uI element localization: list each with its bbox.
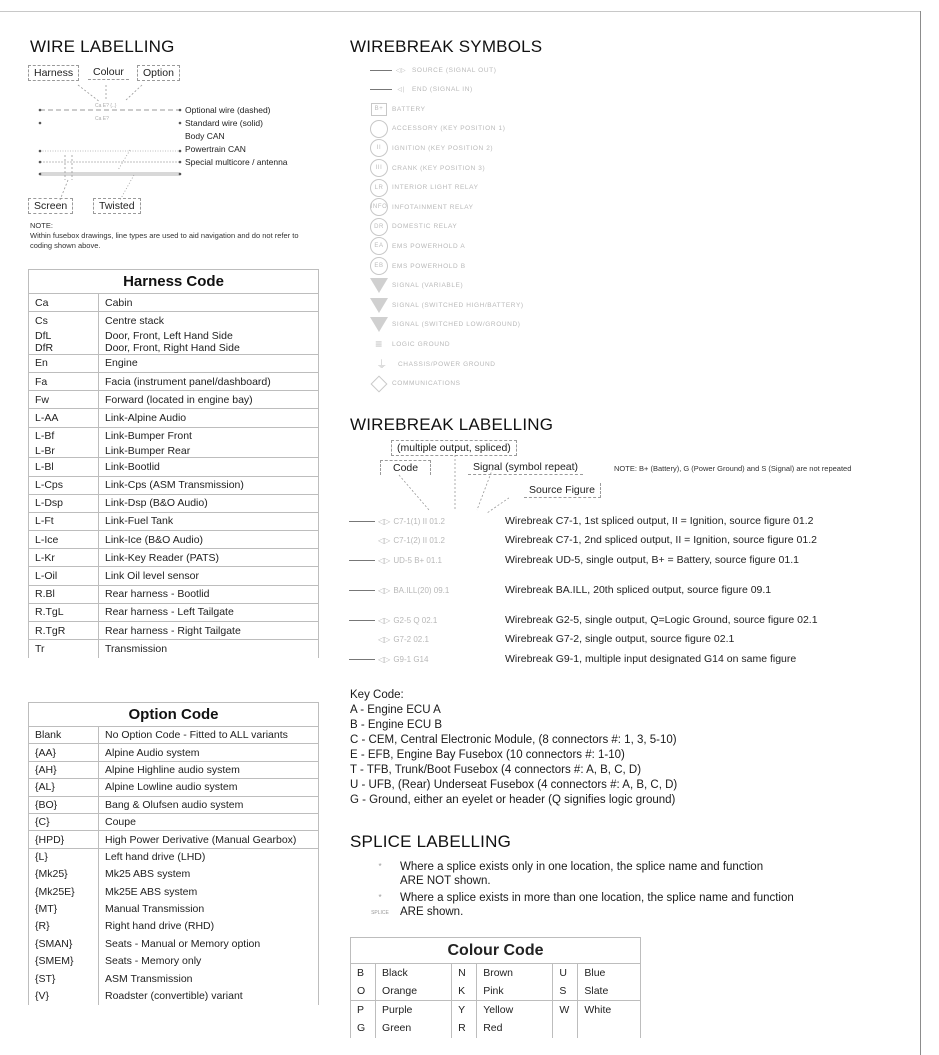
table-row <box>351 1019 641 1038</box>
wirebreak-code-graphic: ◁▷ BA.ILL(20) 09.1 <box>349 586 505 595</box>
option-desc-cell: No Option Code - Fitted to ALL variants <box>99 727 319 744</box>
symbol-label: ACCESSORY (KEY POSITION 1) <box>392 125 506 133</box>
symbol-label: BATTERY <box>392 105 426 113</box>
option-desc-cell: Alpine Highline audio system <box>99 761 319 778</box>
wirebreak-code-text: BA.ILL(20) 09.1 <box>393 585 450 595</box>
signal-variable-icon <box>370 277 388 295</box>
option-code-cell: {ST} <box>29 970 99 987</box>
legend-body-can: Body CAN <box>185 131 225 141</box>
table-row <box>29 900 319 917</box>
wirebreak-example-row <box>349 513 813 529</box>
table-row <box>29 409 319 427</box>
colour-name-cell: Brown <box>477 964 553 983</box>
colour-letter-cell: Y <box>452 1001 477 1020</box>
table-row <box>29 970 319 987</box>
harness-desc-cell: Link-Bootlid <box>99 458 319 476</box>
harness-desc-cell: Link-Dsp (B&O Audio) <box>99 494 319 512</box>
symbol-item <box>370 218 457 236</box>
colour-code-title: Colour Code <box>351 938 641 964</box>
harness-desc-cell: Door, Front, Right Hand Side <box>99 342 319 355</box>
colour-letter-cell: P <box>351 1001 376 1020</box>
colour-letter-cell: W <box>553 1001 578 1020</box>
symbol-label: IGNITION (KEY POSITION 2) <box>392 144 494 152</box>
interior-light-relay-icon: LR <box>370 179 388 197</box>
legend-standard-wire: Standard wire (solid) <box>185 118 263 128</box>
colour-name-cell: Purple <box>376 1001 452 1020</box>
key-code-item: E - EFB, Engine Bay Fusebox (10 connectors #: 1-10) <box>350 749 625 761</box>
option-desc-cell: Seats - Memory only <box>99 953 319 970</box>
harness-desc-cell: Door, Front, Left Hand Side <box>99 330 319 342</box>
harness-code-cell: Ca <box>29 294 99 312</box>
option-code-rows <box>29 727 319 1005</box>
harness-desc-cell: Link-Key Reader (PATS) <box>99 549 319 567</box>
legend-special-multicore: Special multicore / antenna <box>185 157 288 167</box>
option-code-cell: {C} <box>29 813 99 830</box>
colour-name-cell <box>578 1019 641 1038</box>
table-row <box>29 373 319 391</box>
wirebreak-description: Wirebreak C7-1, 1st spliced output, II = Ignition, source figure 01.2 <box>505 515 814 527</box>
colour-letter-cell: R <box>452 1019 477 1038</box>
wirebreak-description: Wirebreak G9-1, multiple input designated G14 on same figure <box>505 653 797 665</box>
colour-code-table <box>350 937 641 1038</box>
option-code-cell: {SMAN} <box>29 935 99 952</box>
symbol-label: SOURCE (SIGNAL OUT) <box>412 66 497 74</box>
wirebreak-example-row <box>349 532 817 548</box>
table-row <box>29 458 319 476</box>
option-box: Option <box>137 65 180 81</box>
symbol-item <box>370 159 485 177</box>
colour-name-cell: Slate <box>578 982 641 1001</box>
table-row <box>29 622 319 640</box>
table-row <box>29 761 319 778</box>
logic-ground-icon: ≡ <box>375 337 383 352</box>
table-row <box>29 476 319 494</box>
wirebreak-description: Wirebreak G2-5, single output, Q=Logic Ground, source figure 02.1 <box>505 614 818 626</box>
wire-line <box>370 70 392 71</box>
symbol-item <box>370 120 506 138</box>
table-row <box>29 445 319 458</box>
symbol-item <box>370 335 450 353</box>
colour-letter-cell: G <box>351 1019 376 1038</box>
symbol-item <box>370 316 521 334</box>
table-row <box>29 987 319 1004</box>
table-row <box>29 512 319 530</box>
option-desc-cell: ASM Transmission <box>99 970 319 987</box>
source-figure-box: Source Figure <box>524 483 601 498</box>
symbol-label: SIGNAL (SWITCHED LOW/GROUND) <box>392 321 521 329</box>
key-code-item: A - Engine ECU A <box>350 704 441 716</box>
splice-mark-icon: * <box>378 862 382 871</box>
harness-desc-cell: Cabin <box>99 294 319 312</box>
harness-code-cell: L-Ice <box>29 531 99 549</box>
splice-rule-single <box>360 860 780 888</box>
colour-letter-cell: O <box>351 982 376 1001</box>
symbol-item <box>370 198 474 216</box>
wirebreak-code-graphic: ◁▷ G7-2 02.1 <box>378 634 429 644</box>
harness-desc-cell: Link-Cps (ASM Transmission) <box>99 476 319 494</box>
table-row <box>351 982 641 1001</box>
harness-desc-cell: Link-Alpine Audio <box>99 409 319 427</box>
key-code-item: G - Ground, either an eyelet or header (Q signifies logic ground) <box>350 794 676 806</box>
source-arrow-icon: ◁▷ <box>395 67 407 74</box>
table-row <box>29 744 319 761</box>
table-row <box>351 964 641 983</box>
wirebreak-code-graphic: ◁▷ G2-5 Q 02.1 <box>349 616 505 625</box>
wirebreak-note: NOTE: B+ (Battery), G (Power Ground) and S (Signal) are not repeated <box>614 464 852 473</box>
signal-switched-high-icon <box>370 296 388 314</box>
option-code-cell: {HPD} <box>29 831 99 848</box>
splice-rule-text: Where a splice exists only in one location, the splice name and function ARE NOT shown. <box>400 861 764 887</box>
option-desc-cell: Roadster (convertible) variant <box>99 987 319 1004</box>
wirebreak-description: Wirebreak C7-1, 2nd spliced output, II = Ignition, source figure 01.2 <box>505 534 817 546</box>
colour-name-cell: Red <box>477 1019 553 1038</box>
key-code-item: C - CEM, Central Electronic Module, (8 connectors #: 1, 3, 5-10) <box>350 734 677 746</box>
harness-code-rows <box>29 294 319 658</box>
option-code-cell: Blank <box>29 727 99 744</box>
colour-letter-cell: S <box>553 982 578 1001</box>
legend-optional-wire: Optional wire (dashed) <box>185 105 271 115</box>
signal-switched-low-icon <box>370 316 388 334</box>
table-row <box>29 918 319 935</box>
harness-code-cell: L-Bf <box>29 427 99 445</box>
ems-powerhold-a-icon: EA <box>370 237 388 255</box>
harness-code-cell: L-Ft <box>29 512 99 530</box>
wirebreak-code-graphic: ◁▷ G9-1 G14 <box>349 655 505 664</box>
table-row <box>29 831 319 848</box>
option-code-cell: {AL} <box>29 779 99 796</box>
symbol-item <box>370 100 426 118</box>
domestic-relay-icon: DR <box>370 218 388 236</box>
colour-name-cell: Black <box>376 964 452 983</box>
option-code-cell: {AA} <box>29 744 99 761</box>
harness-desc-cell: Transmission <box>99 640 319 658</box>
option-code-cell: {SMEM} <box>29 953 99 970</box>
harness-desc-cell: Rear harness - Bootlid <box>99 585 319 603</box>
symbol-label: CHASSIS/POWER GROUND <box>398 360 496 368</box>
option-desc-cell: Right hand drive (RHD) <box>99 918 319 935</box>
colour-name-cell: Pink <box>477 982 553 1001</box>
wire-line <box>370 89 392 90</box>
wirebreak-code-graphic: ◁▷ UD-5 B+ 01.1 <box>349 556 505 565</box>
wirebreak-description: Wirebreak UD-5, single output, B+ = Battery, source figure 01.1 <box>505 554 799 566</box>
end-arrow-icon: ◁| <box>397 87 405 94</box>
harness-code-cell: L-Kr <box>29 549 99 567</box>
symbol-label: INTERIOR LIGHT RELAY <box>392 184 479 192</box>
option-code-title: Option Code <box>29 703 319 727</box>
wirebreak-code-text: G2-5 Q 02.1 <box>393 615 438 625</box>
harness-desc-cell: Rear harness - Left Tailgate <box>99 603 319 621</box>
symbol-item <box>370 179 479 197</box>
accessory-circle-icon <box>370 120 388 138</box>
table-row <box>29 354 319 372</box>
colour-code-rows <box>351 964 641 1038</box>
key-code-item: U - UFB, (Rear) Underseat Fusebox (4 connectors #: A, B, C, D) <box>350 779 678 791</box>
harness-code-cell: Cs <box>29 312 99 330</box>
battery-icon: B+ <box>371 103 387 116</box>
infotainment-relay-icon: INFO <box>370 198 388 216</box>
signal-box: Signal (symbol repeat) <box>468 460 583 475</box>
wire-labelling-title: WIRE LABELLING <box>30 37 175 56</box>
symbol-label: LOGIC GROUND <box>392 340 451 348</box>
table-row <box>29 796 319 813</box>
colour-letter-cell: B <box>351 964 376 983</box>
option-desc-cell: High Power Derivative (Manual Gearbox) <box>99 831 319 848</box>
harness-code-cell: L-Dsp <box>29 494 99 512</box>
harness-desc-cell: Link-Bumper Front <box>99 427 319 445</box>
communications-icon <box>371 375 388 392</box>
table-row <box>29 935 319 952</box>
wirebreak-symbols-title: WIREBREAK SYMBOLS <box>350 37 543 56</box>
harness-code-cell: R.Bl <box>29 585 99 603</box>
ems-powerhold-b-icon: EB <box>370 257 388 275</box>
harness-code-cell: L-Oil <box>29 567 99 585</box>
harness-code-cell: L-Bl <box>29 458 99 476</box>
colour-name-cell: Orange <box>376 982 452 1001</box>
harness-desc-cell: Forward (located in engine bay) <box>99 391 319 409</box>
option-code-cell: {MT} <box>29 900 99 917</box>
harness-code-cell: DfR <box>29 342 99 355</box>
symbol-label: EMS POWERHOLD A <box>392 242 466 250</box>
option-desc-cell: Manual Transmission <box>99 900 319 917</box>
legend-powertrain-can: Powertrain CAN <box>185 144 246 154</box>
svg-text:Ca E?: Ca E? <box>95 116 109 122</box>
symbol-label: COMMUNICATIONS <box>392 380 461 388</box>
option-desc-cell: Mk25E ABS system <box>99 883 319 900</box>
harness-code-cell: L-Br <box>29 445 99 458</box>
option-desc-cell: Alpine Lowline audio system <box>99 779 319 796</box>
option-desc-cell: Bang & Olufsen audio system <box>99 796 319 813</box>
option-code-cell: {Mk25E} <box>29 883 99 900</box>
table-row <box>29 312 319 330</box>
wirebreak-code-graphic: ◁▷ C7-1(2) II 01.2 <box>378 535 445 545</box>
table-row <box>29 494 319 512</box>
symbol-item <box>370 61 496 79</box>
option-code-cell: {BO} <box>29 796 99 813</box>
page-right-border <box>920 11 921 1055</box>
wirebreak-code-text: UD-5 B+ 01.1 <box>393 555 443 565</box>
wirebreak-example-row <box>349 582 771 598</box>
table-row <box>29 866 319 883</box>
svg-text:Ca E? {..}: Ca E? {..} <box>95 103 117 109</box>
note-text: Within fusebox drawings, line types are used to aid navigation and do not refer to coding shown above. <box>30 231 299 250</box>
colour-letter-cell <box>553 1019 578 1038</box>
harness-desc-cell: Facia (instrument panel/dashboard) <box>99 373 319 391</box>
harness-code-cell: Fw <box>29 391 99 409</box>
table-row <box>29 294 319 312</box>
option-code-cell: {V} <box>29 987 99 1004</box>
harness-code-cell: Tr <box>29 640 99 658</box>
splice-labelling-title: SPLICE LABELLING <box>350 832 511 851</box>
wirebreak-description: Wirebreak BA.ILL, 20th spliced output, source figure 09.1 <box>505 584 772 596</box>
multiple-output-box: (multiple output, spliced) <box>391 440 517 456</box>
table-row <box>29 883 319 900</box>
wire-legend-diagram <box>30 80 290 200</box>
table-row <box>29 953 319 970</box>
wirebreak-code-text: G9-1 G14 <box>393 654 429 664</box>
table-row <box>351 1001 641 1020</box>
harness-box: Harness <box>28 65 79 81</box>
symbol-item <box>370 296 524 314</box>
colour-letter-cell: N <box>452 964 477 983</box>
wirebreak-description: Wirebreak G7-2, single output, source figure 02.1 <box>505 633 735 645</box>
symbol-item <box>370 375 461 393</box>
harness-code-cell: Fa <box>29 373 99 391</box>
table-row <box>29 427 319 445</box>
symbol-label: SIGNAL (VARIABLE) <box>392 282 464 290</box>
harness-desc-cell: Engine <box>99 354 319 372</box>
key-code-list <box>350 703 677 808</box>
colour-name-cell: Blue <box>578 964 641 983</box>
screen-box: Screen <box>28 198 73 214</box>
option-code-cell: {AH} <box>29 761 99 778</box>
table-row <box>29 391 319 409</box>
harness-code-cell: DfL <box>29 330 99 342</box>
wirebreak-example-row <box>349 612 818 628</box>
chassis-ground-icon: ⏚ <box>376 359 388 371</box>
symbol-label: CRANK (KEY POSITION 3) <box>392 164 486 172</box>
option-desc-cell: Alpine Audio system <box>99 744 319 761</box>
colour-letter-cell: K <box>452 982 477 1001</box>
table-row <box>29 848 319 865</box>
option-desc-cell: Coupe <box>99 813 319 830</box>
wirebreak-example-row <box>349 651 796 667</box>
harness-code-cell: L-Cps <box>29 476 99 494</box>
harness-code-table <box>28 269 319 658</box>
harness-desc-cell: Centre stack <box>99 312 319 330</box>
wirebreak-pointer-arrows <box>349 455 509 520</box>
note-title: NOTE: <box>30 221 53 230</box>
table-row <box>29 342 319 355</box>
colour-letter-cell: U <box>553 964 578 983</box>
option-code-cell: {R} <box>29 918 99 935</box>
crank-circle-icon: III <box>370 159 388 177</box>
symbol-label: SIGNAL (SWITCHED HIGH/BATTERY) <box>392 301 524 309</box>
harness-code-cell: R.TgL <box>29 603 99 621</box>
key-code-block <box>350 688 677 808</box>
harness-code-cell: L-AA <box>29 409 99 427</box>
harness-code-cell: R.TgR <box>29 622 99 640</box>
wirebreak-example-row <box>349 631 734 647</box>
code-box: Code <box>380 460 431 475</box>
key-code-title: Key Code: <box>350 689 404 701</box>
option-code-cell: {Mk25} <box>29 866 99 883</box>
option-desc-cell: Left hand drive (LHD) <box>99 848 319 865</box>
symbol-label: EMS POWERHOLD B <box>392 262 466 270</box>
wirebreak-code-text: G7-2 02.1 <box>393 634 429 644</box>
table-row <box>29 531 319 549</box>
colour-name-cell: White <box>578 1001 641 1020</box>
table-row <box>29 640 319 658</box>
table-row <box>29 603 319 621</box>
table-row <box>29 813 319 830</box>
splice-rule-text: Where a splice exists in more than one location, the splice name and function ARE shown. <box>400 892 794 918</box>
symbol-item <box>370 257 466 275</box>
wirebreak-code-text: C7-1(1) II 01.2 <box>393 516 445 526</box>
harness-desc-cell: Link Oil level sensor <box>99 567 319 585</box>
wirebreak-labelling-title: WIREBREAK LABELLING <box>350 415 554 434</box>
splice-rule-multiple <box>360 891 800 920</box>
harness-code-title: Harness Code <box>29 270 319 294</box>
key-code-item: B - Engine ECU B <box>350 719 443 731</box>
symbol-item <box>370 355 496 373</box>
harness-desc-cell: Link-Bumper Rear <box>99 445 319 458</box>
symbol-item <box>370 237 465 255</box>
symbol-label: DOMESTIC RELAY <box>392 223 458 231</box>
table-row <box>29 330 319 342</box>
twisted-box: Twisted <box>93 198 141 214</box>
splice-named-mark-icon: * SPLICE <box>371 893 389 916</box>
option-code-cell: {L} <box>29 848 99 865</box>
harness-desc-cell: Link-Fuel Tank <box>99 512 319 530</box>
table-row <box>29 549 319 567</box>
table-row <box>29 567 319 585</box>
table-row <box>29 585 319 603</box>
wirebreak-code-graphic: ◁▷ C7-1(1) II 01.2 <box>349 517 505 526</box>
symbol-item <box>370 139 493 157</box>
symbol-item <box>370 81 473 99</box>
symbol-label: END (SIGNAL IN) <box>412 86 473 94</box>
harness-desc-cell: Link-Ice (B&O Audio) <box>99 531 319 549</box>
wirebreak-example-row <box>349 552 799 568</box>
harness-desc-cell: Rear harness - Right Tailgate <box>99 622 319 640</box>
symbol-item <box>370 277 463 295</box>
symbol-label: INFOTAINMENT RELAY <box>392 203 474 211</box>
colour-name-cell: Yellow <box>477 1001 553 1020</box>
option-desc-cell: Mk25 ABS system <box>99 866 319 883</box>
wirebreak-code-text: C7-1(2) II 01.2 <box>393 535 445 545</box>
option-code-table <box>28 702 319 1005</box>
page-top-border <box>0 11 920 12</box>
colour-name-cell: Green <box>376 1019 452 1038</box>
harness-code-cell: En <box>29 354 99 372</box>
ignition-circle-icon: II <box>370 139 388 157</box>
option-desc-cell: Seats - Manual or Memory option <box>99 935 319 952</box>
table-row <box>29 779 319 796</box>
table-row <box>29 727 319 744</box>
key-code-item: T - TFB, Trunk/Boot Fusebox (4 connectors #: A, B, C, D) <box>350 764 642 776</box>
colour-box: Colour <box>88 65 129 80</box>
